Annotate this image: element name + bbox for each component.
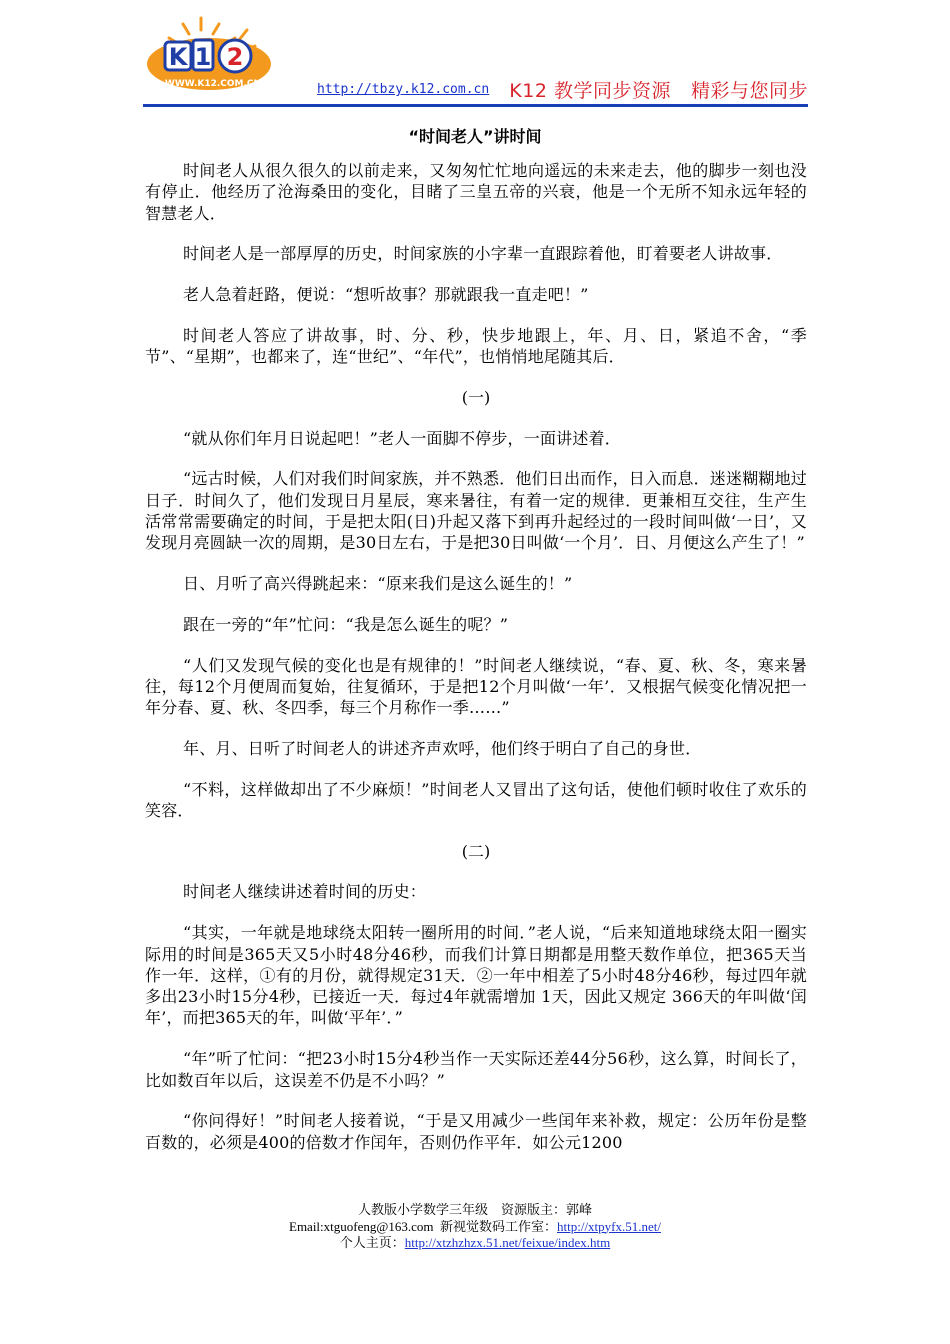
footer-home-label: 个人主页： [339,1235,405,1250]
svg-text:WWW.K12.COM.CN: WWW.K12.COM.CN [164,79,262,89]
paragraph: 时间老人答应了讲故事，时、分、秒，快步地跟上，年、月、日，紧追不舍，“季节”、“星期”，也都来了，连“世纪”、“年代”，也悄悄地尾随其后． [145,325,807,367]
paragraph: 跟在一旁的“年”忙问：“我是怎么诞生的呢？” [183,614,509,634]
footer-contact [145,1219,805,1236]
k12-logo [143,12,283,94]
paragraph: “年”听了忙问：“把23小时15分4秒当作一天实际还差44分56秒，这么算，时间长了，比如数百年以后，这误差不仍是不小吗？” [145,1049,807,1090]
section-heading: (二) [461,841,491,861]
paragraph: “不料，这样做却出了不少麻烦！”时间老人又冒出了这句话，使他们顿时收住了欢乐的笑容． [145,779,807,821]
footer-home [145,1235,805,1252]
section-heading: (一) [461,388,491,408]
header-link[interactable]: http://tbzy.k12.com.cn [317,82,490,97]
paragraph: “人们又发现气候的变化也是有规律的！”时间老人继续说，“春、夏、秋、冬，寒来暑往，每12个月便周而复始，往复循环，于是把12个月叫做‘一年’．又根据气候变化情况把一年分春、夏、秋、冬四季，每三个月称作一季……” [145,655,807,718]
header-divider [143,104,808,107]
paragraph: 老人急着赶路，便说：“想听故事？那就跟我一直走吧！” [183,285,589,305]
page-footer [145,1202,805,1252]
article-title: “时间老人”讲时间 [408,127,542,146]
footer-studio-label: 新视觉数码工作室： [439,1218,557,1234]
paragraph: 时间老人是一部厚厚的历史，时间家族的小字辈一直跟踪着他，盯着要老人讲故事． [183,244,783,264]
footer-email: Email:xtguofeng@163.com [289,1218,434,1234]
paragraph: “你问得好！”时间老人接着说，“于是又用减少一些闰年来补救，规定：公历年份是整百数的，必须是400的倍数才作闰年，否则仍作平年．如公元1200 [145,1111,807,1152]
footer-credit: 人教版小学数学三年级 资源版主：郭峰 [357,1202,592,1217]
page-header [143,12,808,102]
paragraph: “远古时候，人们对我们时间家族，并不熟悉．他们日出而作，日入而息．迷迷糊糊地过日子．时间久了，他们发现日月星辰，寒来暑往，有着一定的规律．更兼相互交往，生产生活常常需要确定的时间，于是把太阳(日)升起又落下到再升起经过的一段时间叫做‘一日’，又发现月亮圆缺一次的周期，是30日左右，于是把30日叫做‘一个月’．日、月便这么产生了！” [145,469,807,553]
svg-text:1: 1 [194,43,212,71]
paragraph: 时间老人继续讲述着时间的历史： [183,882,427,902]
home-link[interactable]: http://xtzhzhzx.51.net/feixue/index.htm [404,1235,611,1250]
studio-link[interactable]: http://xtpyfx.51.net/ [557,1218,661,1234]
paragraph: 时间老人从很久很久的以前走来，又匆匆忙忙地向遥远的未来走去，他的脚步一刻也没有停止．他经历了沧海桑田的变化，目睹了三皇五帝的兴衰，他是一个无所不知永远年轻的智慧老人． [145,161,807,223]
svg-text:2: 2 [226,43,244,71]
svg-text:K: K [168,43,188,71]
slogan-right: 精彩与您同步 [690,80,808,102]
paragraph: 年、月、日听了时间老人的讲述齐声欢呼，他们终于明白了自己的身世． [183,739,702,759]
article-body [145,160,807,1172]
paragraph: “就从你们年月日说起吧！”老人一面脚不停步，一面讲述着． [183,428,621,448]
paragraph: 日、月听了高兴得跳起来：“原来我们是这么诞生的！” [183,574,573,594]
slogan-left: K12 教学同步资源 [509,80,671,102]
header-slogan [509,76,808,103]
paragraph: “其实，一年就是地球绕太阳转一圈所用的时间．”老人说，“后来知道地球绕太阳一圈实际用的时间是365天又5小时48分46秒，而我们计算日期都是用整天数作单位，把365天当作一年．这样，①有的月份，就得规定31天．②一年中相差了5小时48分46秒，每过四年就多出23小时15分4秒，已接近一天．每过4年就需增加 1天，因此又规定 366天的年叫做‘闰年’，而把365天的年，叫做‘平年’．” [145,923,807,1028]
